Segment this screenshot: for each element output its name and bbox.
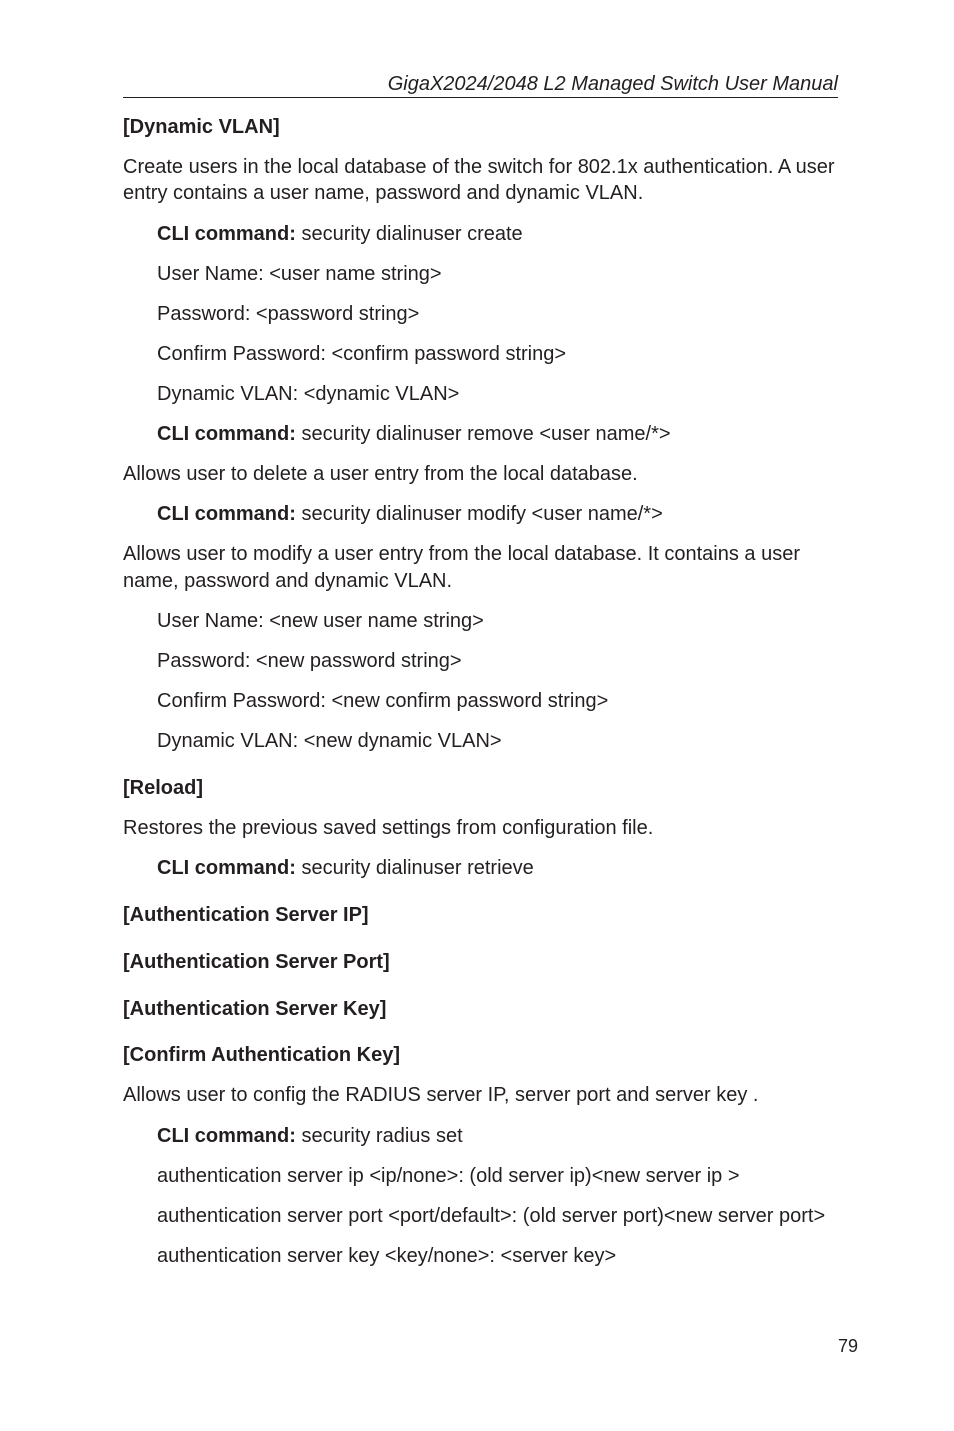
cli-modify-line bbox=[157, 501, 663, 528]
cli-label: CLI command: bbox=[157, 503, 296, 525]
confirm-auth-key-heading: [Confirm Authentication Key] bbox=[123, 1044, 401, 1066]
new-password-prompt: Password: <new password string> bbox=[157, 650, 462, 672]
auth-server-key-heading: [Authentication Server Key] bbox=[123, 998, 387, 1020]
new-confirm-password-prompt: Confirm Password: <new confirm password string> bbox=[157, 690, 609, 712]
cli-label: CLI command: bbox=[157, 857, 296, 879]
cli-retrieve-command: security dialinuser retrieve bbox=[301, 857, 534, 879]
user-name-prompt: User Name: <user name string> bbox=[157, 263, 442, 285]
dynamic-vlan-heading: [Dynamic VLAN] bbox=[123, 116, 280, 138]
auth-key-prompt: authentication server key <key/none>: <server key> bbox=[157, 1245, 617, 1267]
password-prompt: Password: <password string> bbox=[157, 303, 420, 325]
manual-title: GigaX2024/2048 L2 Managed Switch User Manual bbox=[387, 73, 838, 95]
dynamic-vlan-desc-1: Create users in the local database of the switch for 802.1x authentication. A user bbox=[123, 156, 835, 178]
new-dynamic-vlan-prompt: Dynamic VLAN: <new dynamic VLAN> bbox=[157, 730, 502, 752]
modify-desc-1: Allows user to modify a user entry from the local database. It contains a user bbox=[123, 543, 800, 565]
auth-port-prompt: authentication server port <port/default>: (old server port)<new server port> bbox=[157, 1205, 826, 1227]
dynamic-vlan-desc-2: entry contains a user name, password and dynamic VLAN. bbox=[123, 182, 644, 204]
modify-desc-2: name, password and dynamic VLAN. bbox=[123, 570, 453, 592]
dynamic-vlan-prompt: Dynamic VLAN: <dynamic VLAN> bbox=[157, 383, 460, 405]
confirm-password-prompt: Confirm Password: <confirm password string> bbox=[157, 343, 567, 365]
new-user-name-prompt: User Name: <new user name string> bbox=[157, 610, 484, 632]
running-header bbox=[123, 71, 838, 98]
cli-remove-command: security dialinuser remove <user name/*> bbox=[301, 423, 671, 445]
cli-radius-line bbox=[157, 1123, 463, 1150]
reload-heading: [Reload] bbox=[123, 777, 203, 799]
cli-create-line bbox=[157, 221, 523, 248]
cli-modify-command: security dialinuser modify <user name/*> bbox=[301, 503, 663, 525]
cli-create-command: security dialinuser create bbox=[301, 223, 523, 245]
cli-retrieve-line bbox=[157, 855, 534, 882]
page-number: 79 bbox=[838, 1336, 859, 1356]
auth-desc: Allows user to config the RADIUS server IP, server port and server key . bbox=[123, 1084, 759, 1106]
auth-server-ip-heading: [Authentication Server IP] bbox=[123, 904, 369, 926]
reload-desc: Restores the previous saved settings from configuration file. bbox=[123, 817, 654, 839]
cli-remove-line bbox=[157, 421, 671, 448]
cli-radius-command: security radius set bbox=[301, 1125, 463, 1147]
cli-label: CLI command: bbox=[157, 1125, 296, 1147]
auth-ip-prompt: authentication server ip <ip/none>: (old server ip)<new server ip > bbox=[157, 1165, 740, 1187]
auth-server-port-heading: [Authentication Server Port] bbox=[123, 951, 390, 973]
remove-desc: Allows user to delete a user entry from the local database. bbox=[123, 463, 638, 485]
cli-label: CLI command: bbox=[157, 223, 296, 245]
cli-label: CLI command: bbox=[157, 423, 296, 445]
